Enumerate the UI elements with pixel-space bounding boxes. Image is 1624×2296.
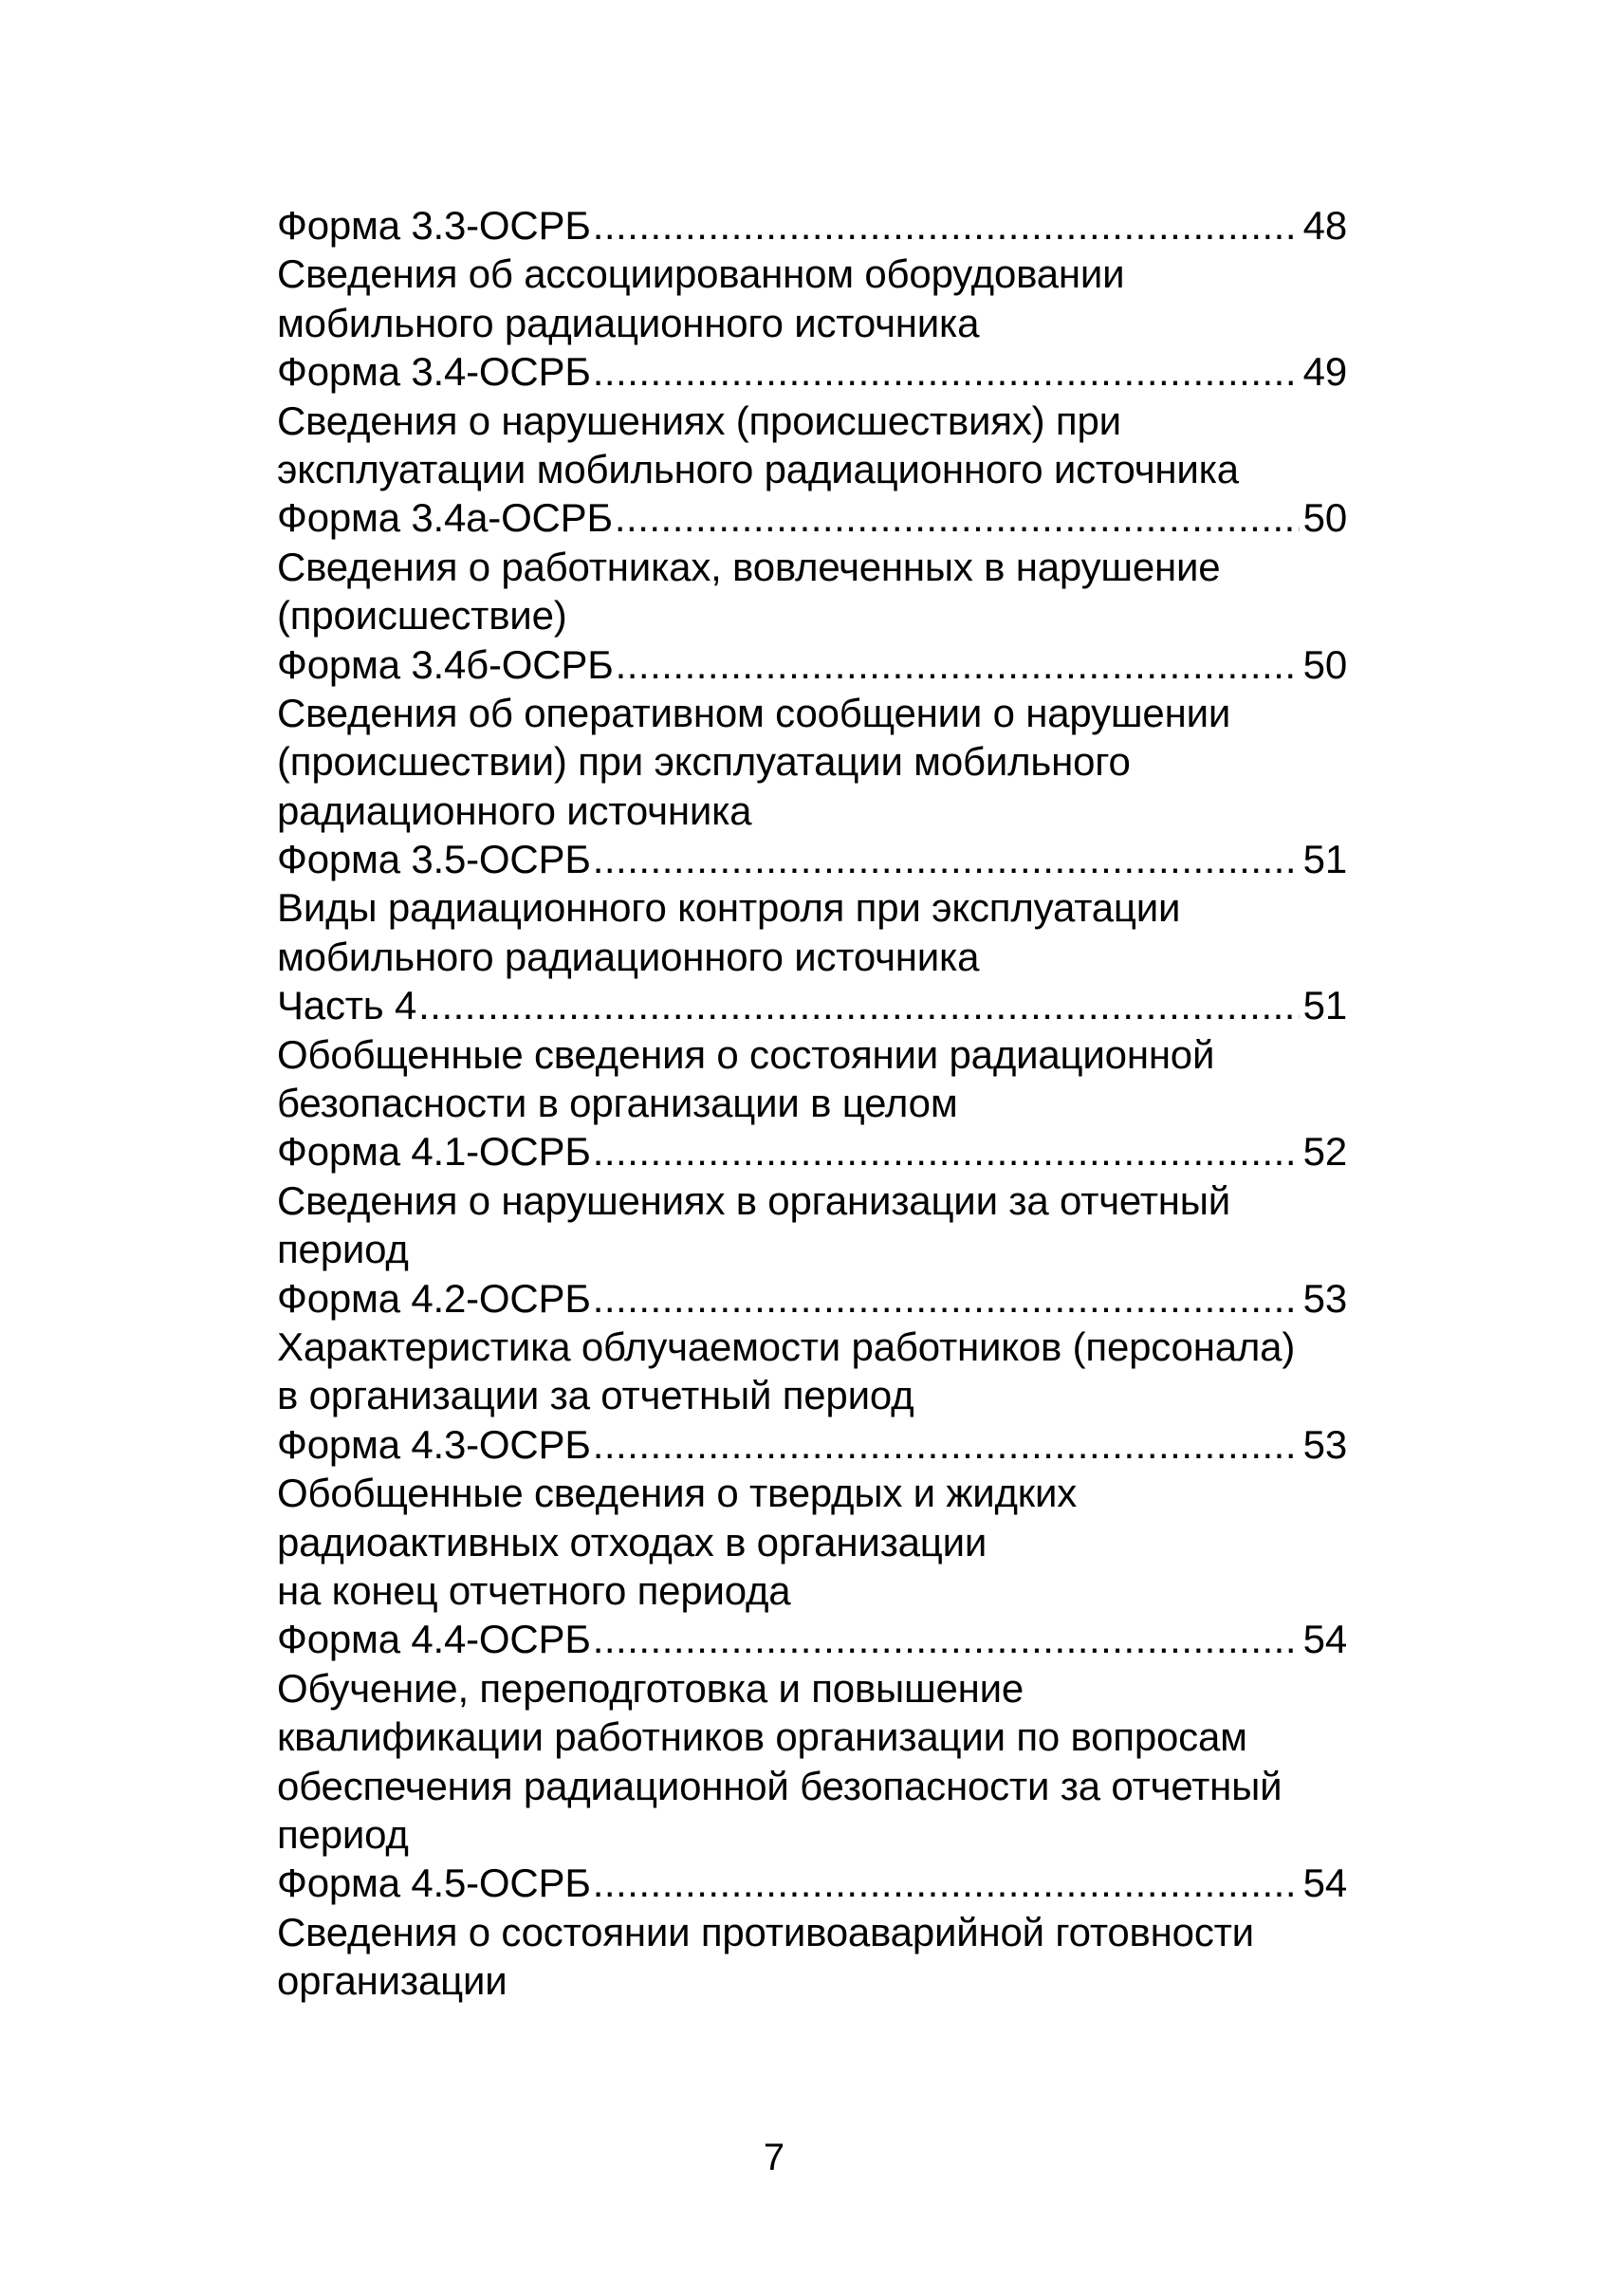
toc-form-label: Форма 4.4-ОСРБ <box>277 1617 591 1662</box>
toc-page-number: 51 <box>1302 983 1347 1028</box>
toc-entry <box>277 835 1347 883</box>
toc-title-line: безопасности в организации в целом <box>277 1081 958 1126</box>
toc-title-line: Сведения об оперативном сообщении о нарушении <box>277 690 1231 735</box>
toc-title-line: Сведения о работниках, вовлеченных в нарушение <box>277 544 1221 589</box>
toc-title-line: период <box>277 1811 409 1857</box>
toc-page-number: 50 <box>1302 495 1347 541</box>
toc-entry <box>277 640 1347 689</box>
toc-title-line: радиационного источника <box>277 787 752 833</box>
toc-entry <box>277 1615 1347 1663</box>
toc-leader-dots <box>593 1127 1300 1176</box>
toc-title-line: период <box>277 1227 409 1272</box>
toc-page-number: 52 <box>1302 1129 1347 1175</box>
toc-title-line: (происшествие) <box>277 593 567 639</box>
toc-leader-dots <box>418 981 1300 1029</box>
toc-title-line: Сведения о состоянии противоаварийной готовности <box>277 1909 1254 1954</box>
toc-form-label: Форма 4.3-ОСРБ <box>277 1421 591 1467</box>
toc-title-line: Виды радиационного контроля при эксплуатации <box>277 885 1181 931</box>
toc-leader-dots <box>615 493 1300 542</box>
toc-form-label: Форма 3.4-ОСРБ <box>277 349 591 395</box>
toc-form-label: Форма 3.3-ОСРБ <box>277 203 591 248</box>
toc-page-number: 54 <box>1302 1861 1347 1906</box>
toc-leader-dots <box>616 640 1300 689</box>
toc-title-line: радиоактивных отходах в организации <box>277 1519 987 1565</box>
toc-entry <box>277 347 1347 396</box>
toc-form-label: Форма 4.2-ОСРБ <box>277 1275 591 1321</box>
toc-leader-dots <box>593 201 1300 250</box>
toc-form-label: Форма 3.5-ОСРБ <box>277 837 591 882</box>
toc-title-line: эксплуатации мобильного радиационного источника <box>277 446 1239 491</box>
toc-entry <box>277 201 1347 250</box>
toc-title-line: на конец отчетного периода <box>277 1567 791 1613</box>
toc-leader-dots <box>593 1615 1300 1663</box>
toc-entry <box>277 981 1347 1029</box>
toc-title-line: (происшествии) при эксплуатации мобильного <box>277 739 1131 785</box>
toc-entry <box>277 1274 1347 1323</box>
toc-title-line: квалификации работников организации по вопросам <box>277 1714 1247 1760</box>
table-of-contents <box>277 201 1377 2005</box>
toc-leader-dots <box>593 347 1300 396</box>
page-number: 7 <box>763 2137 785 2178</box>
toc-page-number: 53 <box>1302 1421 1347 1467</box>
toc-entry <box>277 493 1347 542</box>
toc-title-line: Сведения об ассоциированном оборудовании <box>277 251 1125 297</box>
toc-title-line: Сведения о нарушениях (происшествиях) при <box>277 398 1121 443</box>
toc-leader-dots <box>593 1420 1300 1469</box>
toc-title-line: Обобщенные сведения о состоянии радиационной <box>277 1031 1215 1077</box>
toc-title-line: организации <box>277 1958 508 2004</box>
toc-form-label: Форма 4.1-ОСРБ <box>277 1129 591 1175</box>
toc-leader-dots <box>593 1859 1300 1907</box>
toc-page-number: 49 <box>1302 349 1347 395</box>
toc-page-number: 51 <box>1302 837 1347 882</box>
toc-form-label: Форма 3.4а-ОСРБ <box>277 495 613 541</box>
toc-title-line: мобильного радиационного источника <box>277 300 980 345</box>
toc-form-label: Форма 3.4б-ОСРБ <box>277 641 614 687</box>
toc-entry <box>277 1127 1347 1176</box>
toc-title-line: мобильного радиационного источника <box>277 934 980 979</box>
toc-part-label: Часть 4 <box>277 983 417 1028</box>
toc-title-line: Обобщенные сведения о твердых и жидких <box>277 1471 1078 1516</box>
toc-leader-dots <box>593 835 1300 883</box>
toc-title-line: Сведения о нарушениях в организации за отчетный <box>277 1177 1230 1223</box>
toc-leader-dots <box>593 1274 1300 1323</box>
toc-form-label: Форма 4.5-ОСРБ <box>277 1861 591 1906</box>
toc-title-line: Обучение, переподготовка и повышение <box>277 1665 1024 1711</box>
toc-title-line: обеспечения радиационной безопасности за отчетный <box>277 1763 1283 1808</box>
toc-page-number: 53 <box>1302 1275 1347 1321</box>
toc-title-line: в организации за отчетный период <box>277 1373 914 1418</box>
toc-page-number: 54 <box>1302 1617 1347 1662</box>
toc-page-number: 50 <box>1302 641 1347 687</box>
toc-entry <box>277 1859 1347 1907</box>
toc-entry <box>277 1420 1347 1469</box>
toc-page-number: 48 <box>1302 203 1347 248</box>
toc-title-line: Характеристика облучаемости работников (персонала) <box>277 1324 1296 1369</box>
